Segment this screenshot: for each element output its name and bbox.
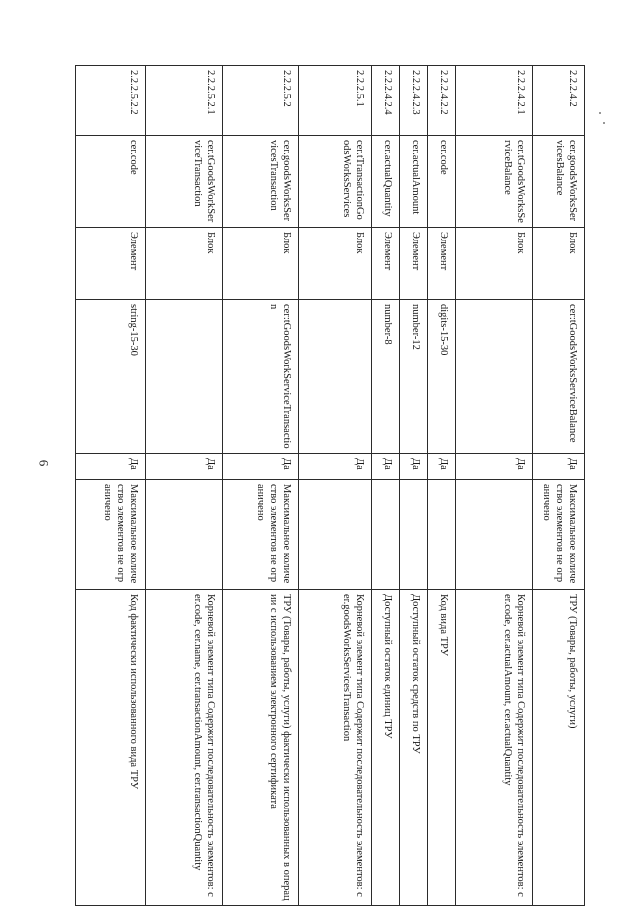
cell-required: Да	[532, 454, 584, 480]
cell-format: cer:tGoodsWorksServiceBalance	[532, 300, 584, 454]
table-row	[532, 66, 584, 906]
cell-description: ТРУ (Товары, работы, услуги) фактически использованных в операции с использованием электронного сертификата	[222, 590, 298, 906]
cell-type: Блок	[299, 228, 371, 300]
table-row	[399, 66, 427, 906]
cell-name: cer.goodsWorksServicesBalance	[532, 136, 584, 228]
cell-description: Доступный остаток единиц ТРУ	[371, 590, 399, 906]
cell-format: string-15-30	[76, 300, 147, 454]
cell-number: 2.2.2.4.2.3	[399, 66, 427, 136]
cell-type: Блок	[456, 228, 532, 300]
cell-name: cer.actualAmount	[399, 136, 427, 228]
cell-name: cer.actualQuantity	[371, 136, 399, 228]
cell-name: cer.code	[76, 136, 147, 228]
cell-name: cer.tGoodsWorksServiceBalance	[456, 136, 532, 228]
cell-multiplicity: Максимальное количество элементов не ограничено	[222, 480, 298, 590]
rotated-table-wrapper	[75, 65, 585, 905]
cell-type: Элемент	[76, 228, 147, 300]
cell-format: number-8	[371, 300, 399, 454]
cell-description: Корневой элемент типа Содержит последовательность элементов: cer.goodsWorksServicesTransaction	[299, 590, 371, 906]
cell-name: cer.code	[428, 136, 456, 228]
cell-number: 2.2.2.4.2	[532, 66, 584, 136]
cell-description: Код вида ТРУ	[428, 590, 456, 906]
table-row	[428, 66, 456, 906]
cell-number: 2.2.2.5.1	[299, 66, 371, 136]
cell-number: 2.2.2.5.2.1	[146, 66, 222, 136]
cell-type: Элемент	[371, 228, 399, 300]
page-number: 6	[36, 459, 52, 467]
table-row	[76, 66, 147, 906]
cell-format: cer:tGoodsWorkServiceTransaction	[222, 300, 298, 454]
scan-speck	[603, 122, 605, 124]
cell-description: Корневой элемент типа Содержит последовательность элементов: cer.code, cer.name, cer.transactionAmount, cer.transactionQuantity	[146, 590, 222, 906]
cell-description: ТРУ (Товары, работы, услуги)	[532, 590, 584, 906]
cell-multiplicity	[428, 480, 456, 590]
cell-type: Блок	[222, 228, 298, 300]
cell-type: Блок	[146, 228, 222, 300]
cell-format	[299, 300, 371, 454]
table-row	[371, 66, 399, 906]
cell-name: cer.tGoodsWorkServiceTransaction	[146, 136, 222, 228]
cell-number: 2.2.2.4.2.1	[456, 66, 532, 136]
cell-required: Да	[299, 454, 371, 480]
cell-multiplicity	[371, 480, 399, 590]
cell-format: digits-15-30	[428, 300, 456, 454]
scan-speck	[599, 112, 601, 114]
cell-multiplicity	[146, 480, 222, 590]
cell-multiplicity: Максимальное количество элементов не ограничено	[76, 480, 147, 590]
table-row	[456, 66, 532, 906]
cell-type: Элемент	[428, 228, 456, 300]
cell-type: Блок	[532, 228, 584, 300]
cell-description: Корневой элемент типа Содержит последовательность элементов: cer.code, cer.actualAmount, cer.actualQuantity	[456, 590, 532, 906]
cell-multiplicity: Максимальное количество элементов не ограничено	[532, 480, 584, 590]
cell-required: Да	[456, 454, 532, 480]
cell-format	[146, 300, 222, 454]
cell-name: cer.tTransactionGoodsWorksServices	[299, 136, 371, 228]
cell-number: 2.2.2.4.2.4	[371, 66, 399, 136]
cell-required: Да	[76, 454, 147, 480]
cell-number: 2.2.2.5.2	[222, 66, 298, 136]
cell-multiplicity	[299, 480, 371, 590]
cell-multiplicity	[456, 480, 532, 590]
cell-required: Да	[146, 454, 222, 480]
cell-required: Да	[428, 454, 456, 480]
cell-description: Код фактически использованного вида ТРУ	[76, 590, 147, 906]
cell-format	[456, 300, 532, 454]
cell-required: Да	[371, 454, 399, 480]
cell-required: Да	[399, 454, 427, 480]
cell-multiplicity	[399, 480, 427, 590]
cell-required: Да	[222, 454, 298, 480]
cell-type: Элемент	[399, 228, 427, 300]
spec-table	[75, 65, 585, 906]
cell-description: Доступный остаток средств по ТРУ	[399, 590, 427, 906]
cell-number: 2.2.2.5.2.2	[76, 66, 147, 136]
table-row	[222, 66, 298, 906]
cell-format: number-12	[399, 300, 427, 454]
table-row	[299, 66, 371, 906]
cell-number: 2.2.2.4.2.2	[428, 66, 456, 136]
table-row	[146, 66, 222, 906]
cell-name: cer.goodsWorksServicesTransaction	[222, 136, 298, 228]
